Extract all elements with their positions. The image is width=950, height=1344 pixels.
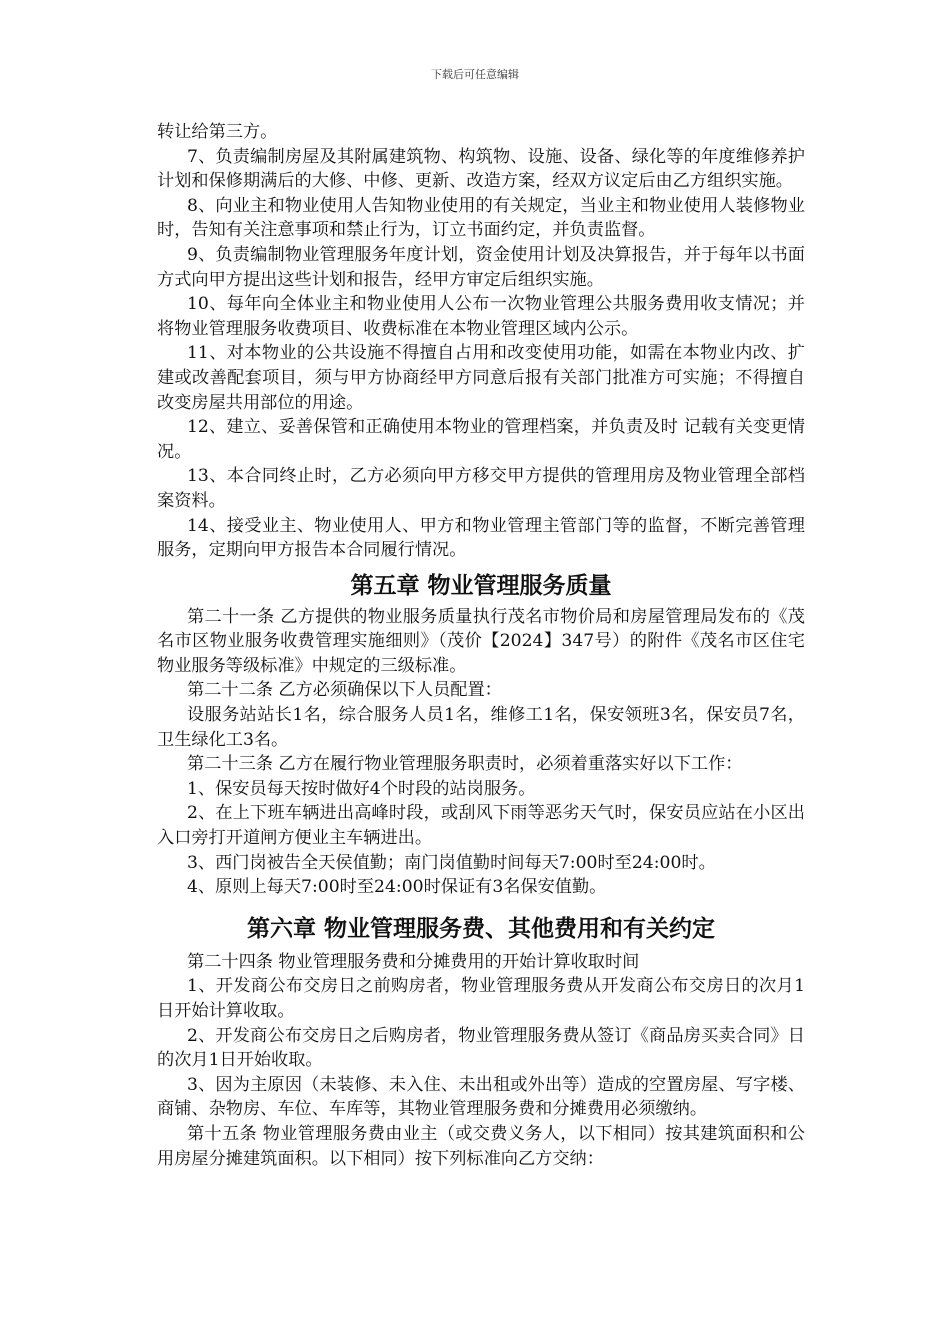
paragraph-item-14: 14、接受业主、物业使用人、甲方和物业管理主管部门等的监督，不断完善管理服务，定期向甲方报告本合同履行情况。 — [157, 515, 805, 561]
chapter-6-title: 第六章 物业管理服务费、其他费用和有关约定 — [246, 915, 715, 942]
work-item-2: 2、在上下班车辆进出高峰时段，或刮风下雨等恶劣天气时，保安员应站在小区出入口旁打开道闸方便业主车辆进出。 — [157, 803, 805, 849]
chapter-5-title: 第五章 物业管理服务质量 — [350, 572, 612, 599]
work-item-4: 4、原则上每天7:00时至24:00时保证有3名保安值勤。 — [187, 877, 607, 898]
paragraph-item-9: 9、负责编制物业管理服务年度计划，资金使用计划及决算报告，并于每年以书面方式向甲方提出这些计划和报告，经甲方审定后组织实施。 — [157, 244, 805, 290]
paragraph-item-10: 10、每年向全体业主和物业使用人公布一次物业管理公共服务费用收支情况；并将物业管理服务收费项目、收费标准在本物业管理区域内公示。 — [157, 294, 805, 339]
page-header-note: 下载后可任意编辑 — [431, 68, 519, 81]
article-21: 第二十一条 乙方提供的物业服务质量执行茂名市物价局和房屋管理局发布的《茂名市区物业服务收费管理实施细则》（茂价【2024】347号）的附件《茂名市区住宅物业服务等级标准》中规定的三级标准。 — [157, 606, 805, 676]
article-15: 第十五条 物业管理服务费由业主（或交费义务人，以下相同）按其建筑面积和公用房屋分摊建筑面积。以下相同）按下列标准向乙方交纳： — [157, 1123, 805, 1169]
charge-item-2: 2、开发商公布交房日之后购房者，物业管理服务费从签订《商品房买卖合同》日的次月1日开始收取。 — [157, 1025, 805, 1071]
staffing-paragraph: 设服务站站长1名，综合服务人员1名，维修工1名，保安领班3名，保安员7名，卫生绿化工3名。 — [157, 705, 805, 750]
article-23: 第二十三条 乙方在履行物业管理服务职责时，必须着重落实好以下工作： — [187, 754, 743, 775]
paragraph-item-8: 8、向业主和物业使用人告知物业使用的有关规定，当业主和物业使用人装修物业时，告知有关注意事项和禁止行为，订立书面约定，并负责监督。 — [157, 195, 805, 241]
paragraph-item-12: 12、建立、妥善保管和正确使用本物业的管理档案，并负责及时 记载有关变更情况。 — [157, 417, 805, 462]
work-item-3: 3、西门岗被告全天侯值勤；南门岗值勤时间每天7:00时至24:00时。 — [187, 852, 716, 873]
article-24: 第二十四条 物业管理服务费和分摊费用的开始计算收取时间 — [187, 951, 640, 972]
charge-item-1: 1、开发商公布交房日之前购房者，物业管理服务费从开发商公布交房日的次月1日开始计算收取。 — [157, 976, 805, 1021]
paragraph-item-7: 7、负责编制房屋及其附属建筑物、构筑物、设施、设备、绿化等的年度维修养护计划和保修期满后的大修、中修、更新、改造方案，经双方议定后由乙方组织实施。 — [157, 146, 805, 192]
paragraph-item-13: 13、本合同终止时，乙方必须向甲方移交甲方提供的管理用房及物业管理全部档案资料。 — [157, 466, 805, 511]
work-item-1: 1、保安员每天按时做好4个时段的站岗服务。 — [187, 778, 536, 799]
paragraph-item-11: 11、对本物业的公共设施不得擅自占用和改变使用功能，如需在本物业内改、扩建或改善配套项目，须与甲方协商经甲方同意后报有关部门批准方可实施；不得擅自改变房屋共用部位的用途。 — [157, 343, 805, 413]
article-22: 第二十二条 乙方必须确保以下人员配置： — [187, 680, 502, 701]
paragraph-continuation: 转让给第三方。 — [157, 122, 278, 142]
charge-item-3: 3、因为主原因（未装修、未入住、未出租或外出等）造成的空置房屋、写字楼、商铺、杂物房、车位、车库等，其物业管理服务费和分摊费用必须缴纳。 — [157, 1074, 805, 1120]
document-body — [157, 120, 805, 1171]
